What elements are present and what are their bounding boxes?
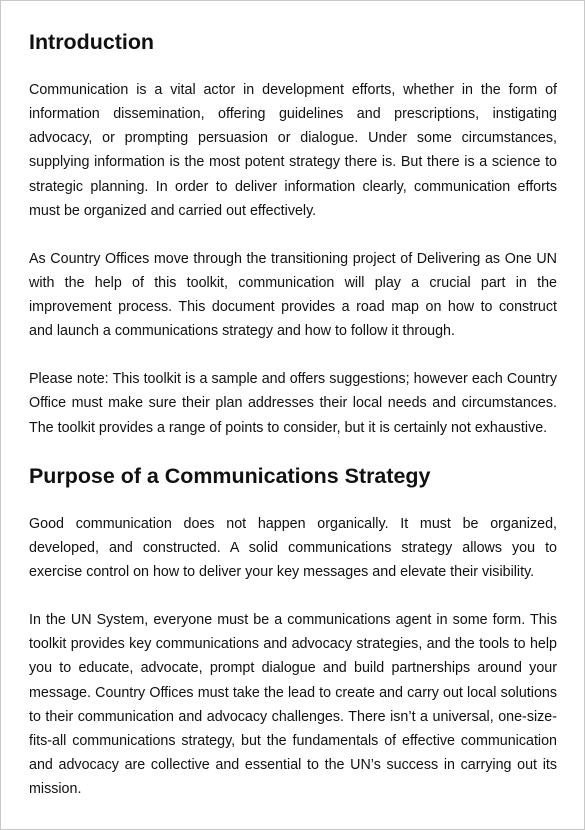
intro-paragraph-3: Please note: This toolkit is a sample and offers suggestions; however each Country Office must make sure their plan addresses their local needs and circumstances. The toolkit provides a range of points to consider, but it is certainly not exhaustive. bbox=[29, 371, 557, 436]
purpose-paragraph-1: Good communication does not happen organically. It must be organized, developed, and constructed. A solid communications strategy allows you to exercise control on how to deliver your key messages and elevate their visibility. bbox=[29, 515, 557, 581]
intro-paragraph-2: As Country Offices move through the transitioning project of Delivering as One UN with the help of this toolkit, communication will play a crucial part in the improvement process. This document provides a road map on how to construct and launch a communications strategy and how to follow it through. bbox=[29, 250, 557, 340]
section-heading-introduction: Introduction bbox=[29, 30, 155, 54]
intro-paragraph-1: Communication is a vital actor in development efforts, whether in the form of information dissemination, offering guidelines and prescriptions, instigating advocacy, or prompting persuasion or dialogue. Under some circumstances, supplying information is the most potent strategy there is. But there is a science to strategic planning. In order to deliver information clearly, communication efforts must be organized and carried out effectively. bbox=[29, 82, 557, 219]
purpose-paragraph-2: In the UN System, everyone must be a communications agent in some form. This toolkit provides key communications and advocacy strategies, and the tools to help you to educate, advocate, prompt dialogue and build partnerships around your message. Country Offices must take the lead to create and carry out local solutions to their communication and advocacy challenges. There isn’t a universal, one-size-fits-all communications strategy, but the fundamentals of effective communication and advocacy are collective and essential to the UN’s success in carrying out its mission. bbox=[29, 612, 557, 797]
section-heading-purpose: Purpose of a Communications Strategy bbox=[29, 463, 431, 488]
document-body bbox=[29, 30, 557, 801]
